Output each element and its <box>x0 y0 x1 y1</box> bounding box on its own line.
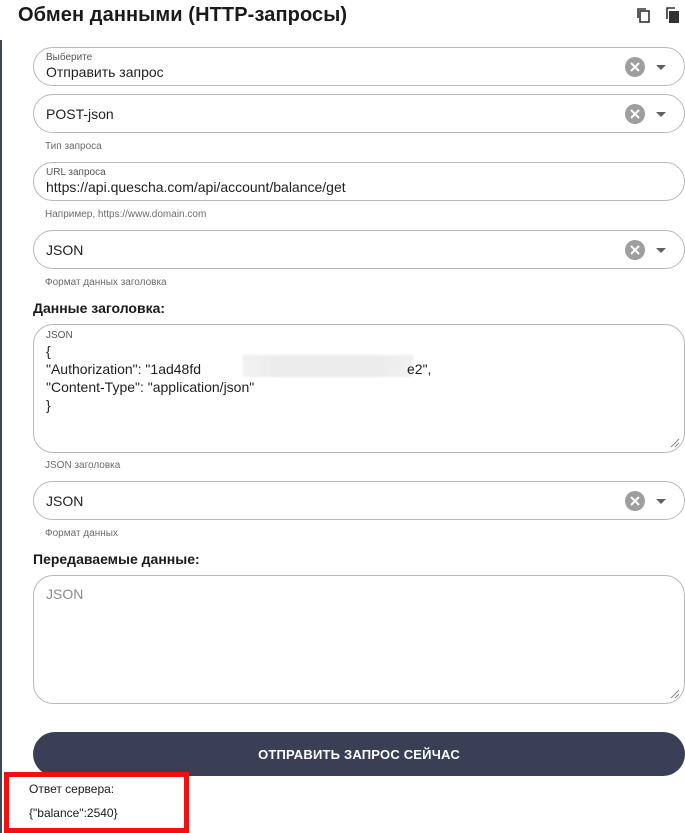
page-title: Обмен данными (HTTP-запросы) <box>18 4 348 26</box>
header-format-select[interactable] <box>33 230 685 269</box>
action-select-label: Выберите <box>46 52 93 63</box>
request-type-value: POST-json <box>46 106 114 122</box>
header-json-line: "Content-Type": "application/json" <box>46 379 255 395</box>
resize-grip-icon[interactable] <box>670 689 680 699</box>
chevron-down-icon[interactable] <box>656 65 666 70</box>
response-label: Ответ сервера: <box>29 782 115 796</box>
url-label: URL запроса <box>46 167 106 178</box>
header-format-value: JSON <box>46 242 84 258</box>
action-select[interactable] <box>33 47 685 86</box>
left-edge-rule <box>0 40 2 833</box>
clear-icon[interactable] <box>625 491 645 511</box>
clear-icon[interactable] <box>625 104 645 124</box>
header-data-label: JSON <box>46 330 73 341</box>
response-value: {"balance":2540} <box>29 806 118 820</box>
clear-icon[interactable] <box>625 57 645 77</box>
header-json-line: "Authorization": "1ad48fd <box>46 361 202 377</box>
url-helper: Например, https://www.domain.com <box>45 209 207 220</box>
clear-icon[interactable] <box>625 240 645 260</box>
data-format-helper: Формат данных <box>45 528 118 539</box>
payload-title: Передаваемые данные: <box>33 551 200 567</box>
data-format-value: JSON <box>46 493 84 509</box>
action-select-value: Отправить запрос <box>46 64 164 80</box>
header-data-helper: JSON заголовка <box>45 460 121 471</box>
header-format-helper: Формат данных заголовка <box>45 277 167 288</box>
header-json-line-tail: e2", <box>407 361 432 377</box>
payload-placeholder: JSON <box>46 586 84 602</box>
copy-icon[interactable] <box>635 6 653 24</box>
chevron-down-icon[interactable] <box>656 248 666 253</box>
request-type-helper: Тип запроса <box>45 141 102 152</box>
data-format-select[interactable] <box>33 481 685 520</box>
send-request-button[interactable]: ОТПРАВИТЬ ЗАПРОС СЕЙЧАС <box>33 732 685 776</box>
url-value[interactable]: https://api.quescha.com/api/account/balance/get <box>46 179 346 195</box>
header-json-line: { <box>46 343 51 359</box>
header-data-textarea[interactable] <box>33 324 685 453</box>
chevron-down-icon[interactable] <box>656 499 666 504</box>
payload-textarea[interactable] <box>33 575 685 704</box>
request-type-select[interactable] <box>33 94 685 133</box>
redacted-token <box>243 355 413 377</box>
url-field[interactable] <box>33 162 685 201</box>
resize-grip-icon[interactable] <box>670 438 680 448</box>
paste-icon[interactable] <box>664 6 682 24</box>
header-data-title: Данные заголовка: <box>33 300 166 316</box>
header-json-line: } <box>46 397 51 413</box>
chevron-down-icon[interactable] <box>656 112 666 117</box>
